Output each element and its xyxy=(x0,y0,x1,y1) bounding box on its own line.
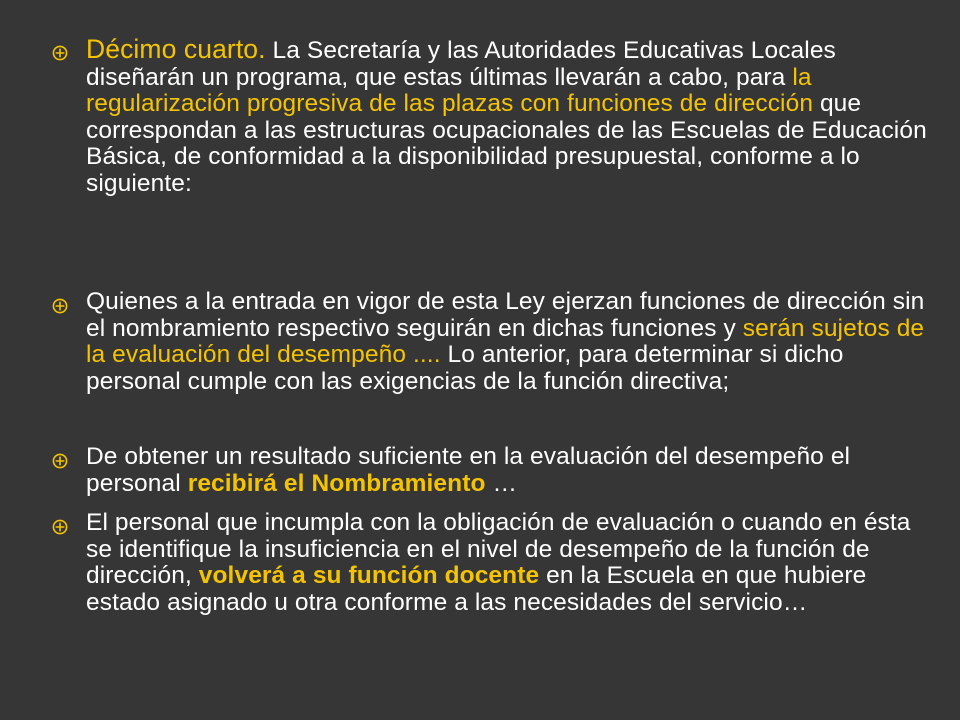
paragraph-text-segment: que correspondan a las estructuras ocupacionales de las Escuelas de Educación Básica, de conformidad a la disponibilidad presupuestal, conforme a lo siguiente: xyxy=(86,90,927,197)
paragraph-text xyxy=(86,444,932,497)
circled-plus-bullet-icon xyxy=(52,510,86,540)
paragraph-text-segment: La Secretaría y las Autoridades Educativas Locales diseñarán un programa, que estas últimas llevarán a cabo, para xyxy=(86,37,836,91)
paragraph-text-segment: … xyxy=(485,469,518,497)
paragraph-text xyxy=(86,289,932,395)
list-item xyxy=(52,289,932,395)
paragraph-text-segment: De obtener un resultado suficiente en la evaluación del desempeño el personal xyxy=(86,443,851,497)
highlighted-phrase: volverá a su función docente xyxy=(198,562,540,589)
circled-plus-bullet-icon xyxy=(52,289,86,319)
list-item xyxy=(52,510,932,616)
circled-plus-bullet-icon xyxy=(52,36,86,66)
paragraph-text-segment: El personal que incumpla con la obligación de evaluación o cuando en ésta se identifique la insuficiencia en el nivel de desempeño de la función de dirección, xyxy=(86,509,911,589)
highlighted-phrase: serán sujetos de la evaluación del desempeño .... xyxy=(86,314,925,368)
list-item xyxy=(52,444,932,497)
paragraph-title: Décimo cuarto. xyxy=(86,34,266,64)
paragraph-text xyxy=(86,36,932,197)
paragraph-text-segment: Quienes a la entrada en vigor de esta Ley ejerzan funciones de dirección sin el nombramiento respectivo seguirán en dichas funciones y xyxy=(86,288,925,342)
highlighted-phrase: recibirá el Nombramiento xyxy=(187,469,486,497)
list-item xyxy=(52,36,932,197)
circled-plus-bullet-icon xyxy=(52,444,86,474)
paragraph-text-segment: en la Escuela en que hubiere estado asignado u otra conforme a las necesidades del servicio… xyxy=(86,562,867,616)
paragraph-text xyxy=(86,510,932,616)
highlighted-phrase: la regularización progresiva de las plazas con funciones de dirección xyxy=(86,63,814,117)
paragraph-text-segment: Lo anterior, para determinar si dicho personal cumple con las exigencias de la función directiva; xyxy=(86,341,844,395)
